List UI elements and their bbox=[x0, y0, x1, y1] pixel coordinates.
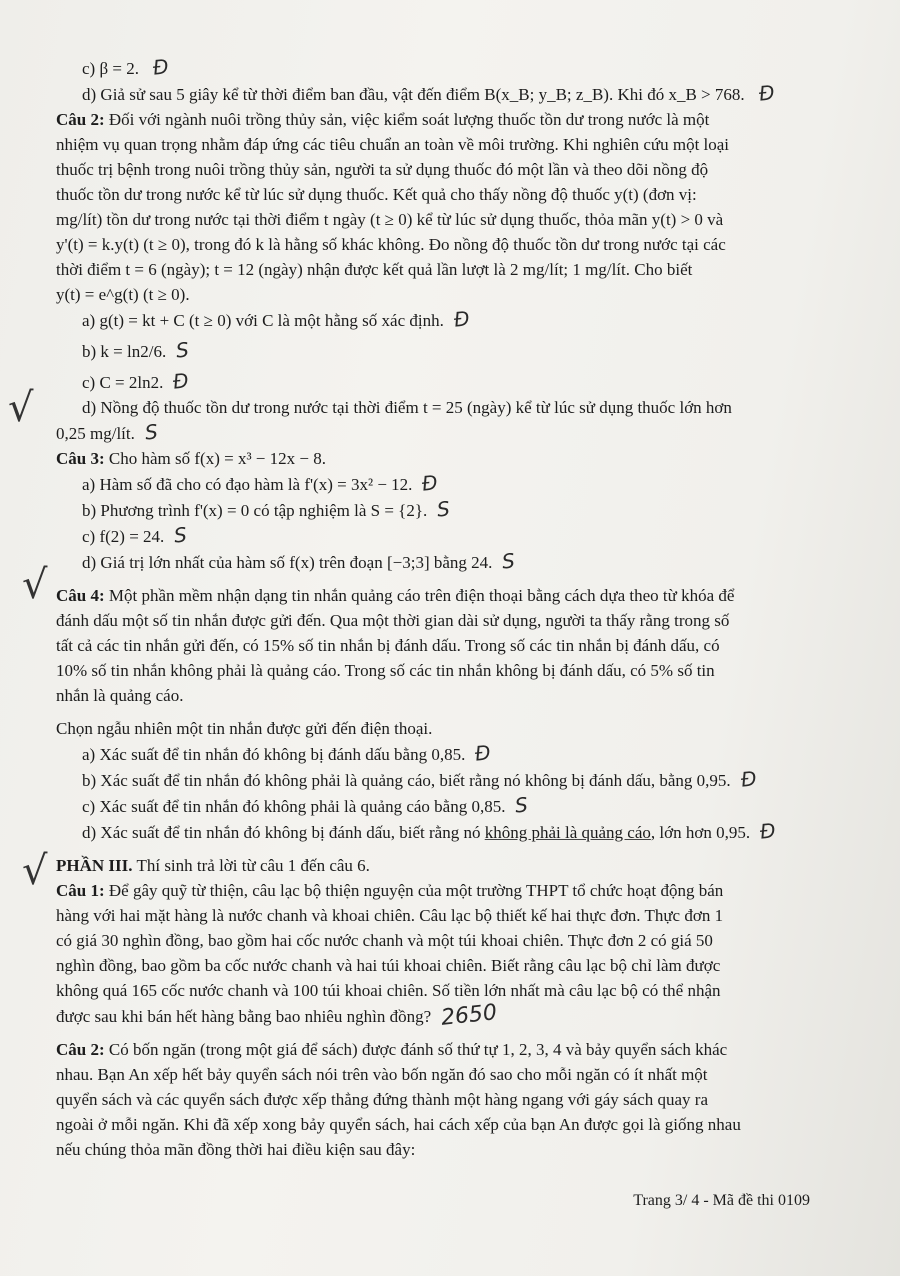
stem-line: nhiệm vụ quan trọng nhằm đáp ứng các tiêu chuẩn an toàn về môi trường. Khi nghiên cứu một loại bbox=[56, 135, 730, 154]
handwritten-mark: Đ bbox=[757, 80, 776, 106]
q2-option-b: b) k = ln2/6. S bbox=[56, 333, 856, 369]
check-mark-icon: √ bbox=[8, 385, 34, 431]
stem-line: nghìn đồng, bao gồm ba cốc nước chanh và hai túi khoai chiên. Biết rằng câu lạc bộ chỉ làm được bbox=[56, 956, 721, 975]
stem-line: Một phần mềm nhận dạng tin nhắn quảng cáo trên điện thoại bằng cách dựa theo từ khóa để bbox=[108, 586, 735, 605]
page-footer: Trang 3/ 4 - Mã đề thi 0109 bbox=[633, 1192, 810, 1209]
stem-line: y(t) = e^g(t) (t ≥ 0). bbox=[56, 285, 190, 304]
stem-line: mg/lít) tồn dư trong nước tại thời điểm t ngày (t ≥ 0) kể từ lúc sử dụng thuốc, thỏa mãn y(t) > 0 và bbox=[56, 210, 724, 229]
handwritten-mark: Đ bbox=[421, 470, 440, 496]
stem-line: đánh dấu một số tin nhắn được gửi đến. Qua một thời gian dài sử dụng, người ta thấy rằng trong số bbox=[56, 611, 730, 630]
stem-line: nếu chúng thỏa mãn đồng thời hai điều kiện sau đây: bbox=[56, 1140, 416, 1159]
stem-line: Cho hàm số f(x) = x³ − 12x − 8. bbox=[108, 449, 326, 468]
q1-option-c bbox=[56, 55, 856, 81]
q2-option-c: c) C = 2ln2. Đ bbox=[82, 368, 191, 394]
question-3 bbox=[56, 446, 856, 575]
handwritten-mark: S bbox=[435, 496, 452, 522]
stem-line: Đối với ngành nuôi trồng thủy sản, việc kiểm soát lượng thuốc tồn dư trong nước là một bbox=[108, 110, 710, 129]
check-mark-icon: √ bbox=[22, 848, 48, 894]
handwritten-mark: Đ bbox=[172, 368, 191, 394]
q2-option-a: a) g(t) = kt + C (t ≥ 0) với C là một hằng số xác định. Đ bbox=[82, 306, 471, 332]
stem-line: không quá 165 cốc nước chanh và 100 túi khoai chiên. Số tiền lớn nhất mà câu lạc bộ có thể nhận bbox=[56, 981, 721, 1000]
option-text: c) β = 2. bbox=[82, 59, 139, 78]
stem-line: 10% số tin nhắn không phải là quảng cáo. Trong số các tin nhắn không bị đánh dấu, có 5% số tin bbox=[56, 661, 715, 680]
handwritten-mark: Đ bbox=[452, 306, 471, 332]
question-4 bbox=[56, 583, 856, 845]
stem-line: Chọn ngẫu nhiên một tin nhắn được gửi đến điện thoại. bbox=[56, 719, 433, 738]
stem-line: y'(t) = k.y(t) (t ≥ 0), trong đó k là hằng số khác không. Đo nồng độ thuốc tồn dư trong nước tại các bbox=[56, 235, 726, 254]
stem-line: nhắn là quảng cáo. bbox=[56, 686, 184, 705]
handwritten-mark: Đ bbox=[474, 740, 493, 766]
handwritten-mark: S bbox=[173, 522, 189, 548]
stem-line: ngoài ở mỗi ngăn. Khi đã xếp xong bảy quyển sách, hai cách xếp của bạn An được gọi là giống nhau bbox=[56, 1115, 741, 1134]
q3-option-b: b) Phương trình f'(x) = 0 có tập nghiệm là S = {2}. S bbox=[82, 496, 452, 522]
stem-line: được sau khi bán hết hàng bằng bao nhiêu nghìn đồng? bbox=[56, 1007, 432, 1026]
handwritten-mark: Đ bbox=[151, 54, 170, 80]
q3-option-c: c) f(2) = 24. S bbox=[82, 522, 189, 548]
stem-line: thuốc tồn dư trong nước kể từ lúc sử dụng thuốc. Kết quả cho thấy nồng độ thuốc y(t) (đơn vị: bbox=[56, 185, 697, 204]
question-title: Câu 2: bbox=[56, 110, 105, 129]
page-content bbox=[56, 55, 856, 1162]
handwritten-mark: S bbox=[143, 419, 159, 445]
stem-line: thời điểm t = 6 (ngày); t = 12 (ngày) nhận được kết quả lần lượt là 2 mg/lít; 1 mg/lít. Cho biết bbox=[56, 260, 693, 279]
question-title: Câu 4: bbox=[56, 586, 105, 605]
handwritten-mark: S bbox=[501, 548, 517, 574]
q4-option-c: c) Xác suất để tin nhắn đó không phải là quảng cáo bằng 0,85. S bbox=[82, 792, 530, 818]
handwritten-mark: S bbox=[514, 792, 530, 818]
q3-option-a: a) Hàm số đã cho có đạo hàm là f'(x) = 3x² − 12. Đ bbox=[82, 470, 440, 496]
section-heading: PHẦN III. bbox=[56, 856, 133, 875]
q4-option-b: b) Xác suất để tin nhắn đó không phải là quảng cáo, biết rằng nó không bị đánh dấu, bằng 0,95. Đ bbox=[82, 766, 758, 792]
stem-line: tất cả các tin nhắn gửi đến, có 15% số tin nhắn bị đánh dấu. Trong số các tin nhắn bị đánh dấu, có bbox=[56, 636, 720, 655]
question-2 bbox=[56, 107, 856, 446]
question-title: Câu 1: bbox=[56, 881, 105, 900]
stem-line: có giá 30 nghìn đồng, bao gồm hai cốc nước chanh và một túi khoai chiên. Thực đơn 2 có giá 50 bbox=[56, 931, 713, 950]
q3-option-d: d) Giá trị lớn nhất của hàm số f(x) trên đoạn [−3;3] bằng 24. S bbox=[82, 548, 517, 574]
handwritten-answer: 2650 bbox=[439, 1000, 499, 1031]
q2-option-d: d) Nồng độ thuốc tồn dư trong nước tại thời điểm t = 25 (ngày) kể từ lúc sử dụng thuốc lớn hơn bbox=[82, 398, 732, 417]
q1-option-d bbox=[56, 81, 856, 107]
part-3: PHẦN III. Thí sinh trả lời từ câu 1 đến câu 6. Câu 1: Để gây quỹ từ thiện, câu lạc bộ thiện nguyện của một trường THPT tổ chức hoạt động bán hàng với hai mặt hàng là nước chanh và khoai chiên. Câu lạc bộ thiết kế hai thực đơn. Thực đơn 1 có giá 30 nghìn đồng, bao gồm hai cốc nước chanh và một túi khoai chiên. Thực đơn 2 có giá 50 nghìn đồng, bao gồm ba cốc nước chanh và hai túi khoai chiên. Biết rằng câu lạc bộ chỉ làm được không quá 165 cốc nước chanh và 100 túi khoai chiên. Số tiền lớn nhất mà câu lạc bộ có thể nhận được sau khi bán hết hàng bằng bao nhiêu nghìn đồng? 2650 Câu 2: Có bốn ngăn (trong một giá để sách) được đánh số thứ tự 1, 2, 3, 4 và bảy quyển sách khác nhau. Bạn An xếp hết bảy quyển sách nói trên vào bốn ngăn đó sao cho mỗi ngăn có ít nhất một quyển sách và các quyển sách được xếp thẳng đứng thành một hàng ngang với gáy sách quay ra ngoài ở mỗi ngăn. Khi đã xếp xong bảy quyển sách, hai cách xếp của bạn An được gọi là giống nhau nếu chúng thỏa mãn đồng thời hai điều kiện sau đây: bbox=[56, 853, 856, 1162]
question-title: Câu 2: bbox=[56, 1040, 105, 1059]
stem-line: thuốc trị bệnh trong nuôi trồng thủy sản, người ta sử dụng thuốc đó một lần và theo dõi nồng độ bbox=[56, 160, 709, 179]
option-text: d) Giả sử sau 5 giây kể từ thời điểm ban đầu, vật đến điểm B(x_B; y_B; z_B). Khi đó x_B > 768. bbox=[82, 85, 745, 104]
handwritten-mark: Đ bbox=[758, 818, 777, 844]
stem-line: quyển sách và các quyển sách được xếp thẳng đứng thành một hàng ngang với gáy sách quay ra bbox=[56, 1090, 708, 1109]
handwritten-mark: S bbox=[174, 337, 191, 363]
stem-line: nhau. Bạn An xếp hết bảy quyển sách nói trên vào bốn ngăn đó sao cho mỗi ngăn có ít nhất một bbox=[56, 1065, 708, 1084]
q2-option-d-cont: 0,25 mg/lít. S bbox=[56, 419, 159, 445]
question-title: Câu 3: bbox=[56, 449, 105, 468]
stem-line: hàng với hai mặt hàng là nước chanh và khoai chiên. Câu lạc bộ thiết kế hai thực đơn. Thực đơn 1 bbox=[56, 906, 724, 925]
q4-option-d: d) Xác suất để tin nhắn đó không bị đánh dấu, biết rằng nó không phải là quảng cáo, lớn hơn 0,95. Đ bbox=[82, 818, 777, 844]
handwritten-mark: Đ bbox=[739, 766, 758, 792]
q4-option-a: a) Xác suất để tin nhắn đó không bị đánh dấu bằng 0,85. Đ bbox=[82, 740, 493, 766]
check-mark-icon: √ bbox=[22, 562, 48, 608]
